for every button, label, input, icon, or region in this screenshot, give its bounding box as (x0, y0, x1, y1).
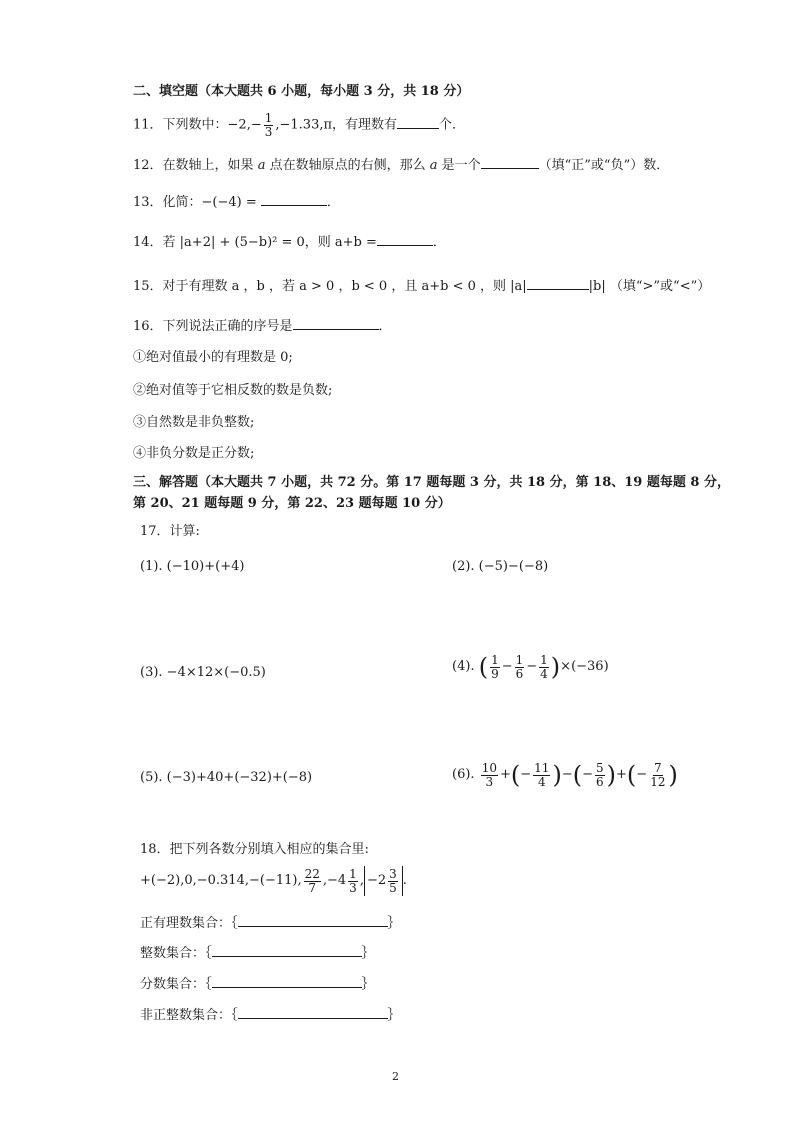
set-integers-blank[interactable] (212, 944, 362, 957)
q11-answer-blank[interactable] (397, 116, 439, 129)
q17-part-5: (5). (−3)+40+(−32)+(−8) (140, 770, 313, 785)
q17-part-6: (6). $\frac{10}{3}$ + ( − $\frac{11}{4}$ ) − ( − $\frac{5}{6}$ ) + ( − $\frac{7}{12}$ ) (452, 761, 678, 790)
set-fractions: 分数集合：｛ ｝ (140, 977, 375, 992)
q15-answer-blank[interactable] (527, 277, 589, 290)
q11-suffix: ,−1.33,π，有理数有 (275, 117, 398, 133)
question-12: 12．在数轴上，如果 a 点在数轴原点的右侧，那么 a 是一个 （填“正”或“负”）数． (133, 158, 670, 173)
option-1: ①绝对值最小的有理数是 0; (133, 350, 293, 365)
absolute-value: −2 $\frac{3}{5}$ (364, 866, 403, 896)
fraction-one-third: $\frac{1}{3}$ (264, 111, 273, 139)
section-2-heading: 二、填空题（本大题共 6 小题，每小题 3 分，共 18 分） (133, 84, 470, 99)
question-17-title: 17．计算: (140, 524, 200, 539)
q13-answer-blank[interactable] (261, 193, 327, 206)
section-3-heading-line-2: 第 20、21 题每题 9 分，第 22、23 题每题 10 分） (133, 496, 451, 511)
q17-part-3: (3). −4×12×(−0.5) (140, 665, 266, 680)
question-15: 15．对于有理数 a ，b ，若 a > 0 ，b < 0 ，且 a+b < 0 ，则 |a| |b| （填“>”或“<”） (133, 279, 711, 294)
set-positive-rational-blank[interactable] (238, 914, 388, 927)
set-fractions-blank[interactable] (212, 975, 362, 988)
q17-part-1: (1). (−10)+(+4) (140, 559, 245, 574)
q17-part-4: (4). ( $\frac{1}{9}$ − $\frac{1}{6}$ − $\frac{1}{4}$ ) ×(−36) (452, 653, 609, 682)
page-number: 2 (392, 1070, 399, 1083)
question-14: 14．若 |a+2| + (5−b)² = 0，则 a+b = ． (133, 235, 446, 250)
q17-part-2: (2). (−5)−(−8) (452, 559, 549, 574)
section-3-heading-line-1: 三、解答题（本大题共 7 小题，共 72 分。第 17 题每题 3 分，共 18 分，第 18、19 题每题 8 分， (133, 475, 730, 490)
set-non-positive-integers-blank[interactable] (238, 1006, 388, 1019)
q12-answer-blank[interactable] (481, 156, 539, 169)
q11-end: 个． (439, 117, 466, 133)
option-3: ③自然数是非负整数; (133, 415, 255, 430)
q11-prefix: 11．下列数中：−2,− (133, 117, 262, 133)
question-16: 16．下列说法正确的序号是 ． (133, 319, 392, 334)
question-18-title: 18．把下列各数分别填入相应的集合里: (140, 842, 369, 857)
set-non-positive-integers: 非正整数集合：｛ ｝ (140, 1008, 401, 1023)
q18-number-list: +(−2),0,−0.314,−(−11), $\frac{22}{7}$ ,−4 $\frac{1}{3}$ , −2 $\frac{3}{5}$ . (140, 866, 407, 895)
option-2: ②绝对值等于它相反数的数是负数; (133, 383, 333, 398)
q14-answer-blank[interactable] (377, 233, 433, 246)
q16-answer-blank[interactable] (293, 317, 379, 330)
option-4: ④非负分数是正分数; (133, 446, 255, 461)
question-11 (133, 112, 465, 138)
question-13: 13．化简：−(−4) = ． (133, 195, 340, 210)
set-integers: 整数集合：｛ ｝ (140, 946, 375, 961)
set-positive-rational: 正有理数集合：｛ ｝ (140, 916, 401, 931)
